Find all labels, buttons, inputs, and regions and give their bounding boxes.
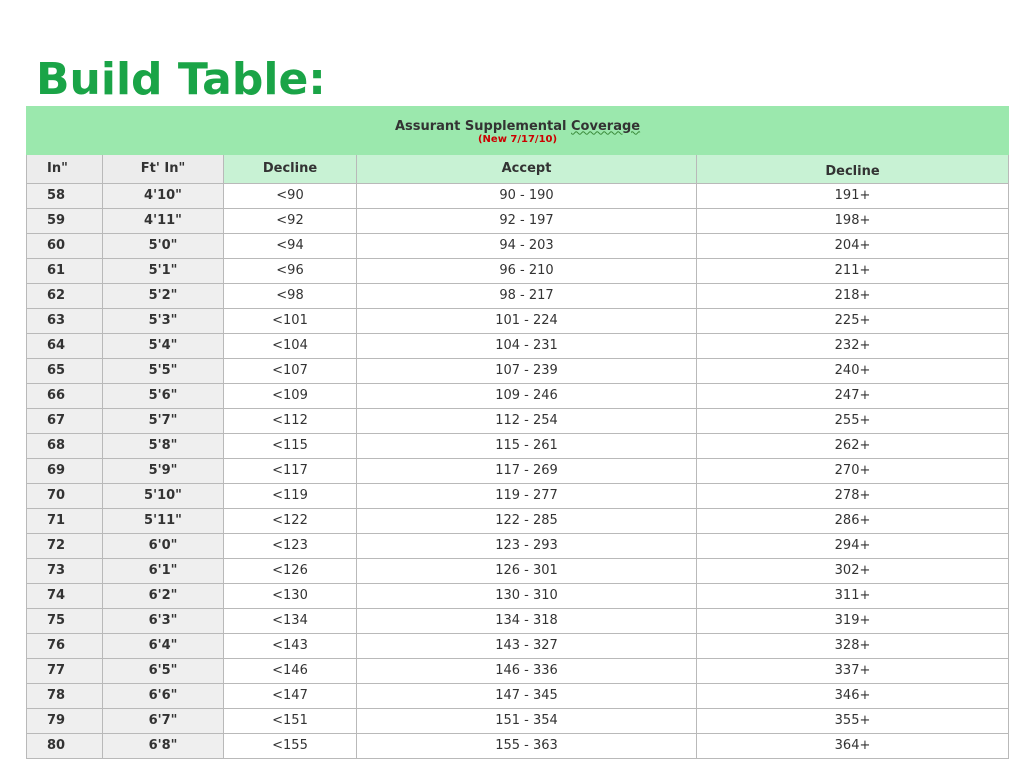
table-row [27, 384, 1009, 409]
table-row [27, 459, 1009, 484]
cell-feet-inches: 4'11" [103, 209, 224, 234]
cell-decline-low: <119 [224, 484, 357, 509]
cell-inches: 63 [27, 309, 103, 334]
cell-accept: 123 - 293 [357, 534, 697, 559]
table-row [27, 484, 1009, 509]
cell-accept: 92 - 197 [357, 209, 697, 234]
table-row [27, 309, 1009, 334]
cell-decline-high: 262+ [697, 434, 1009, 459]
cell-inches: 75 [27, 609, 103, 634]
cell-feet-inches: 5'2" [103, 284, 224, 309]
column-header-inches: In" [27, 155, 103, 184]
table-row [27, 509, 1009, 534]
cell-inches: 59 [27, 209, 103, 234]
cell-accept: 147 - 345 [357, 684, 697, 709]
page-title: Build Table: [36, 54, 326, 105]
table-row [27, 334, 1009, 359]
cell-accept: 122 - 285 [357, 509, 697, 534]
table-row [27, 684, 1009, 709]
table-row [27, 709, 1009, 734]
cell-decline-high: 355+ [697, 709, 1009, 734]
cell-feet-inches: 5'1" [103, 259, 224, 284]
cell-accept: 90 - 190 [357, 184, 697, 209]
cell-decline-high: 294+ [697, 534, 1009, 559]
table-row [27, 409, 1009, 434]
cell-decline-high: 204+ [697, 234, 1009, 259]
cell-accept: 143 - 327 [357, 634, 697, 659]
cell-accept: 155 - 363 [357, 734, 697, 759]
cell-decline-high: 346+ [697, 684, 1009, 709]
cell-decline-high: 311+ [697, 584, 1009, 609]
cell-decline-low: <92 [224, 209, 357, 234]
cell-decline-low: <123 [224, 534, 357, 559]
build-table [26, 106, 1009, 759]
banner-title-prefix: Assurant Supplemental [394, 118, 572, 134]
cell-decline-low: <109 [224, 384, 357, 409]
cell-decline-low: <98 [224, 284, 357, 309]
column-header-feet-inches: Ft' In" [103, 155, 224, 184]
cell-accept: 96 - 210 [357, 259, 697, 284]
cell-decline-high: 240+ [697, 359, 1009, 384]
cell-inches: 67 [27, 409, 103, 434]
cell-inches: 71 [27, 509, 103, 534]
cell-decline-low: <101 [224, 309, 357, 334]
cell-decline-low: <147 [224, 684, 357, 709]
cell-decline-high: 211+ [697, 259, 1009, 284]
cell-inches: 60 [27, 234, 103, 259]
table-row [27, 359, 1009, 384]
cell-accept: 115 - 261 [357, 434, 697, 459]
cell-decline-low: <104 [224, 334, 357, 359]
table-row [27, 659, 1009, 684]
cell-feet-inches: 6'0" [103, 534, 224, 559]
cell-decline-high: 319+ [697, 609, 1009, 634]
cell-inches: 79 [27, 709, 103, 734]
cell-inches: 61 [27, 259, 103, 284]
cell-inches: 65 [27, 359, 103, 384]
cell-inches: 68 [27, 434, 103, 459]
table-row [27, 234, 1009, 259]
cell-decline-high: 364+ [697, 734, 1009, 759]
cell-decline-high: 278+ [697, 484, 1009, 509]
cell-feet-inches: 5'11" [103, 509, 224, 534]
cell-accept: 101 - 224 [357, 309, 697, 334]
cell-decline-high: 218+ [697, 284, 1009, 309]
cell-inches: 73 [27, 559, 103, 584]
table-body [27, 184, 1009, 759]
table-row [27, 609, 1009, 634]
cell-feet-inches: 6'7" [103, 709, 224, 734]
table-row [27, 284, 1009, 309]
cell-decline-low: <112 [224, 409, 357, 434]
banner-title [27, 119, 1008, 134]
cell-feet-inches: 5'4" [103, 334, 224, 359]
cell-accept: 107 - 239 [357, 359, 697, 384]
cell-accept: 104 - 231 [357, 334, 697, 359]
cell-inches: 64 [27, 334, 103, 359]
cell-accept: 126 - 301 [357, 559, 697, 584]
cell-decline-low: <151 [224, 709, 357, 734]
cell-feet-inches: 6'5" [103, 659, 224, 684]
cell-inches: 78 [27, 684, 103, 709]
cell-inches: 76 [27, 634, 103, 659]
cell-accept: 94 - 203 [357, 234, 697, 259]
cell-decline-high: 328+ [697, 634, 1009, 659]
banner-title-underlined: Coverage [571, 118, 641, 134]
cell-feet-inches: 5'7" [103, 409, 224, 434]
cell-decline-high: 302+ [697, 559, 1009, 584]
column-header-row [27, 155, 1009, 184]
cell-feet-inches: 5'0" [103, 234, 224, 259]
table-row [27, 734, 1009, 759]
cell-decline-low: <117 [224, 459, 357, 484]
cell-decline-high: 255+ [697, 409, 1009, 434]
banner-subtitle: (New 7/17/10) [477, 133, 558, 145]
cell-feet-inches: 5'3" [103, 309, 224, 334]
table-row [27, 584, 1009, 609]
cell-inches: 80 [27, 734, 103, 759]
cell-accept: 98 - 217 [357, 284, 697, 309]
cell-feet-inches: 5'9" [103, 459, 224, 484]
cell-accept: 112 - 254 [357, 409, 697, 434]
table-banner-row [27, 107, 1009, 155]
table-banner [27, 107, 1009, 155]
cell-inches: 69 [27, 459, 103, 484]
table-row [27, 534, 1009, 559]
cell-inches: 72 [27, 534, 103, 559]
table-row [27, 209, 1009, 234]
cell-decline-low: <115 [224, 434, 357, 459]
cell-feet-inches: 5'5" [103, 359, 224, 384]
cell-feet-inches: 6'6" [103, 684, 224, 709]
cell-decline-high: 286+ [697, 509, 1009, 534]
cell-feet-inches: 5'8" [103, 434, 224, 459]
cell-decline-high: 270+ [697, 459, 1009, 484]
cell-inches: 66 [27, 384, 103, 409]
cell-decline-high: 247+ [697, 384, 1009, 409]
column-header-decline-low: Decline [224, 155, 357, 184]
cell-decline-low: <90 [224, 184, 357, 209]
cell-feet-inches: 6'1" [103, 559, 224, 584]
cell-accept: 109 - 246 [357, 384, 697, 409]
cell-decline-low: <126 [224, 559, 357, 584]
table-row [27, 184, 1009, 209]
column-header-decline-high: Decline [697, 155, 1009, 184]
cell-feet-inches: 6'2" [103, 584, 224, 609]
cell-feet-inches: 5'10" [103, 484, 224, 509]
cell-inches: 58 [27, 184, 103, 209]
cell-decline-low: <130 [224, 584, 357, 609]
table-row [27, 559, 1009, 584]
table-row [27, 434, 1009, 459]
cell-feet-inches: 6'4" [103, 634, 224, 659]
cell-decline-high: 337+ [697, 659, 1009, 684]
cell-decline-high: 232+ [697, 334, 1009, 359]
cell-feet-inches: 6'3" [103, 609, 224, 634]
cell-inches: 74 [27, 584, 103, 609]
cell-decline-high: 191+ [697, 184, 1009, 209]
cell-accept: 134 - 318 [357, 609, 697, 634]
cell-decline-low: <96 [224, 259, 357, 284]
cell-feet-inches: 6'8" [103, 734, 224, 759]
cell-accept: 146 - 336 [357, 659, 697, 684]
cell-decline-low: <143 [224, 634, 357, 659]
cell-feet-inches: 5'6" [103, 384, 224, 409]
cell-accept: 151 - 354 [357, 709, 697, 734]
cell-decline-low: <122 [224, 509, 357, 534]
cell-decline-low: <107 [224, 359, 357, 384]
cell-inches: 62 [27, 284, 103, 309]
cell-feet-inches: 4'10" [103, 184, 224, 209]
table-row [27, 259, 1009, 284]
cell-decline-high: 198+ [697, 209, 1009, 234]
cell-accept: 117 - 269 [357, 459, 697, 484]
cell-decline-low: <155 [224, 734, 357, 759]
cell-accept: 119 - 277 [357, 484, 697, 509]
cell-accept: 130 - 310 [357, 584, 697, 609]
cell-decline-low: <94 [224, 234, 357, 259]
column-header-accept: Accept [357, 155, 697, 184]
cell-decline-low: <134 [224, 609, 357, 634]
table-row [27, 634, 1009, 659]
cell-decline-low: <146 [224, 659, 357, 684]
cell-inches: 70 [27, 484, 103, 509]
cell-decline-high: 225+ [697, 309, 1009, 334]
cell-inches: 77 [27, 659, 103, 684]
